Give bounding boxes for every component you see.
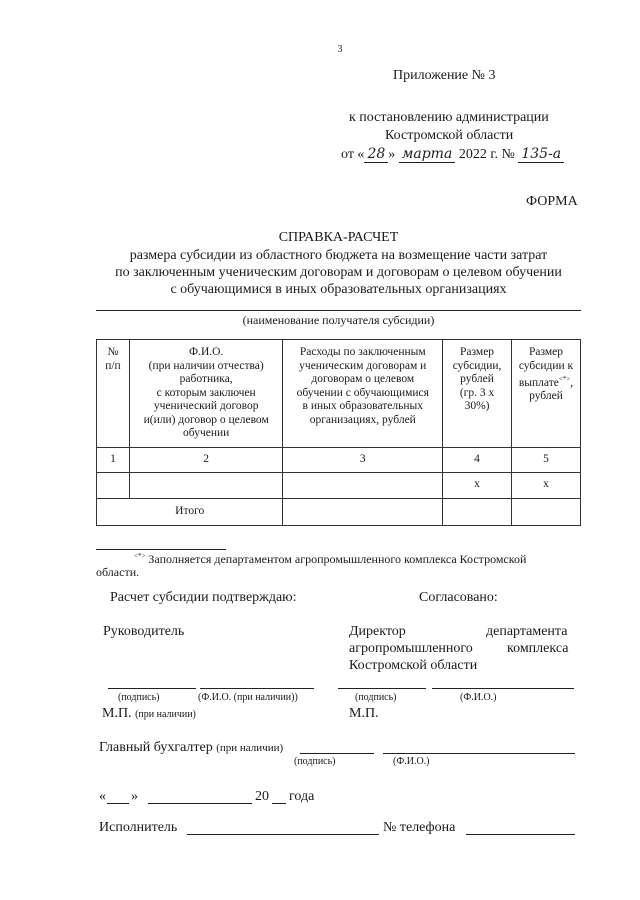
accountant-label: Главный бухгалтер (при наличии) [99,740,284,755]
left-stamp-note: (при наличии) [135,709,196,720]
right-sign-line[interactable] [338,688,426,689]
right-role-word1: Директор [349,624,406,639]
header-expenses: Расходы по заключенным ученическим договорам и договорам о целевом обучении с обучающимися в иных образовательных организациях, рублей [283,340,443,448]
col-number-4: 4 [443,447,512,472]
table-total-row [97,498,581,525]
header-employee: Ф.И.О. (при наличии отчества) работника, с которым заключен ученический договор и(или) договор о целевом обучении [129,340,283,448]
doc-subtitle-line2: по заключенным ученическим договорам и договорам о целевом обучении [115,265,562,280]
date-year: 2022 г. № [458,147,515,162]
recipient-caption: (наименование получателя субсидии) [242,313,435,327]
table-header-row [97,340,581,448]
date-month-line[interactable] [148,803,252,804]
header-number: № п/п [97,340,130,448]
footnote-text-1: Заполняется департаментом агропромышленного комплекса Костромской [148,552,527,566]
accountant-note: (при наличии) [216,742,284,754]
left-role: Руководитель [103,624,185,639]
executor-label: Исполнитель [99,820,178,835]
appendix-line1: к постановлению администрации [349,110,549,125]
accountant-caption-sign: (подпись) [294,756,336,767]
table-cell: х [443,472,512,498]
table-cell[interactable] [129,472,283,498]
right-stamp: М.П. [349,706,379,721]
accountant-sign-line[interactable] [300,753,374,754]
appendix-line2: Костромской области [385,128,514,143]
right-role-line3: Костромской области [349,658,478,673]
table-cell[interactable] [283,472,443,498]
left-stamp: М.П. (при наличии) [102,706,196,721]
date-year-prefix: 20 [255,789,269,804]
table-cell[interactable] [97,472,130,498]
date-day-line[interactable] [107,803,129,804]
appendix-title: Приложение № 3 [393,68,496,83]
page-number: 3 [337,44,343,55]
date-year-line[interactable] [272,803,286,804]
date-prefix: от « [341,147,365,162]
right-name-line[interactable] [432,688,574,689]
doc-subtitle-line3: с обучающимися в иных образовательных организациях [170,282,507,297]
total-label: Итого [97,498,283,525]
table-cell[interactable] [443,498,512,525]
col-number-2: 2 [129,447,283,472]
table-row [97,447,581,472]
executor-line[interactable] [187,834,379,835]
phone-label: № телефона [383,820,456,835]
right-role-line2-word2: комплекса [507,641,569,656]
doc-title: СПРАВКА-РАСЧЕТ [278,230,399,245]
footnote-mark: <*> [134,552,146,560]
header-subsidy-payable: Размер субсидии к выплате<*>, рублей [512,340,581,448]
confirm-label: Расчет субсидии подтверждаю: [110,590,297,605]
table-cell[interactable] [512,498,581,525]
date-quote-close: » [388,147,396,162]
form-label: ФОРМА [526,194,578,209]
recipient-line[interactable] [96,310,581,311]
handwritten-number: 135-а [518,146,564,163]
footnote [96,548,581,568]
date-suffix: года [289,789,315,804]
phone-line[interactable] [466,834,575,835]
left-caption-name: (Ф.И.О. (при наличии)) [198,692,298,703]
col-number-3: 3 [283,447,443,472]
handwritten-month: марта [399,146,456,163]
doc-subtitle-line1: размера субсидии из областного бюджета на возмещение части затрат [129,248,548,263]
right-caption-name: (Ф.И.О.) [460,692,497,703]
left-sign-line[interactable] [108,688,196,689]
footnote-text-2: области. [96,565,140,579]
right-caption-sign: (подпись) [355,692,397,703]
table-row [97,472,581,498]
col-number-5: 5 [512,447,581,472]
footnote-mark: <*> [558,375,571,383]
table-cell[interactable] [283,498,443,525]
header-subsidy-size: Размер субсидии, рублей (гр. 3 х 30%) [443,340,512,448]
appendix-date-line [341,146,564,163]
date-close-quote: » [131,789,138,804]
left-name-line[interactable] [200,688,314,689]
date-open-quote: « [99,789,106,804]
handwritten-day: 28 [364,146,388,163]
subsidy-table [96,339,581,526]
col-number-1: 1 [97,447,130,472]
table-cell: х [512,472,581,498]
agreed-label: Согласовано: [419,590,498,605]
accountant-name-line[interactable] [383,753,575,754]
accountant-caption-name: (Ф.И.О.) [393,756,430,767]
left-caption-sign: (подпись) [118,692,160,703]
right-role-line2-word1: агропромышленного [349,641,473,656]
right-role-word2: департамента [486,624,568,639]
